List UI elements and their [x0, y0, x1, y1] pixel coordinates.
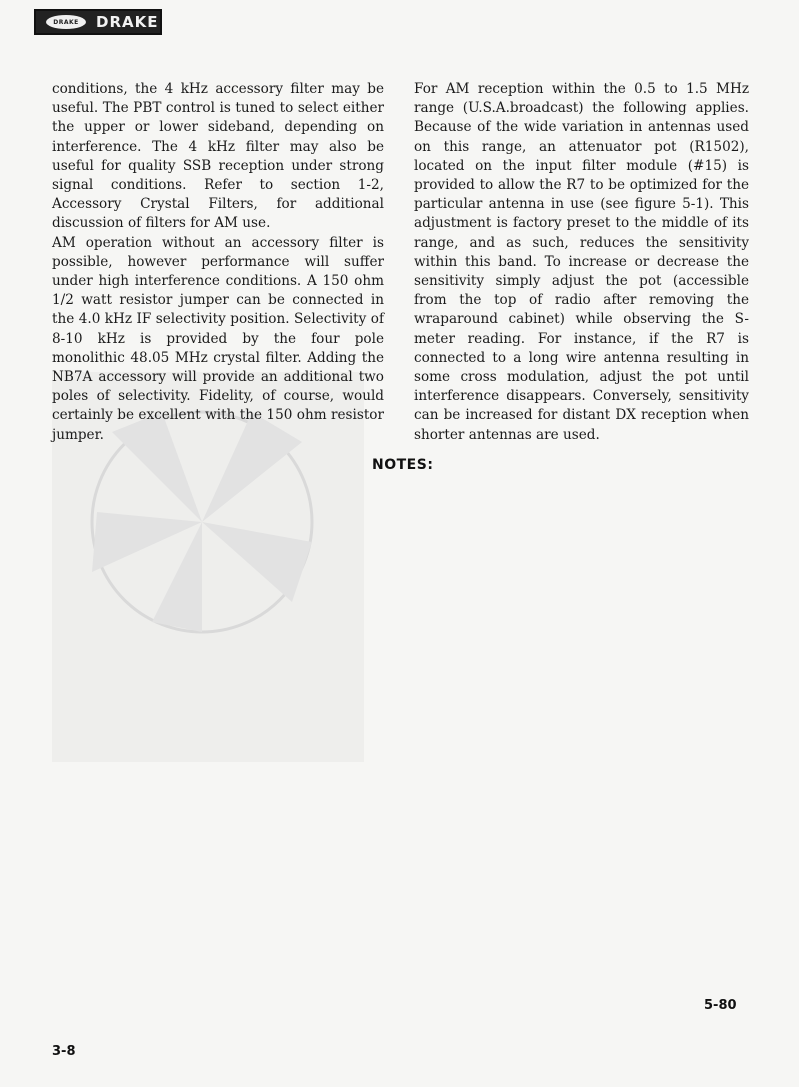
logo-emblem	[44, 13, 88, 31]
logo-oval-text: DRAKE	[53, 18, 79, 26]
paragraph-am-operation: AM operation without an accessory filter is possible, however performance will suffer under high interference conditions. A 150 ohm 1/2 watt resistor jumper can be connected in the 4.0 kHz IF selectivity position. Selectivity of 8-10 kHz is provided by the four pole monolithic 48.05 MHz crystal filter. Adding the NB7A accessory will provide an additional two poles of selectivity. Fidelity, of course, would certainly be excellent with the 150 ohm resistor jumper.	[52, 234, 384, 443]
right-text-column	[414, 80, 749, 445]
notes-heading: NOTES:	[372, 457, 434, 473]
logo-text: DRAKE	[96, 13, 159, 31]
figure-number: 5-80	[704, 998, 737, 1013]
drake-logo	[34, 9, 162, 35]
page-number: 3-8	[52, 1044, 76, 1059]
paragraph-am-reception: For AM reception within the 0.5 to 1.5 MHz range (U.S.A.broadcast) the following applies. Because of the wide variation in antennas used on this range, an attenuator pot (R1502), located on the input filter module (#15) is provided to allow the R7 to be optimized for the particular antenna in use (see figure 5-1). This adjustment is factory preset to the middle of its range, and as such, reduces the sensitivity within this band. To increase or decrease the sensitivity simply adjust the pot (accessible from the top of radio after removing the wraparound cabinet) while observing the S-meter reading. For instance, if the R7 is connected to a long wire antenna resulting in some cross modulation, adjust the pot until interference disappears. Conversely, sensitivity can be increased for distant DX reception when shorter antennas are used.	[414, 81, 749, 443]
paragraph-filter-conditions: conditions, the 4 kHz accessory filter may be useful. The PBT control is tuned to select either the upper or lower sideband, depending on interference. The 4 kHz filter may also be useful for quality SSB reception under strong signal conditions. Refer to section 1-2, Accessory Crystal Filters, for additional discussion of filters for AM use.	[52, 81, 384, 232]
left-text-column	[52, 80, 384, 445]
